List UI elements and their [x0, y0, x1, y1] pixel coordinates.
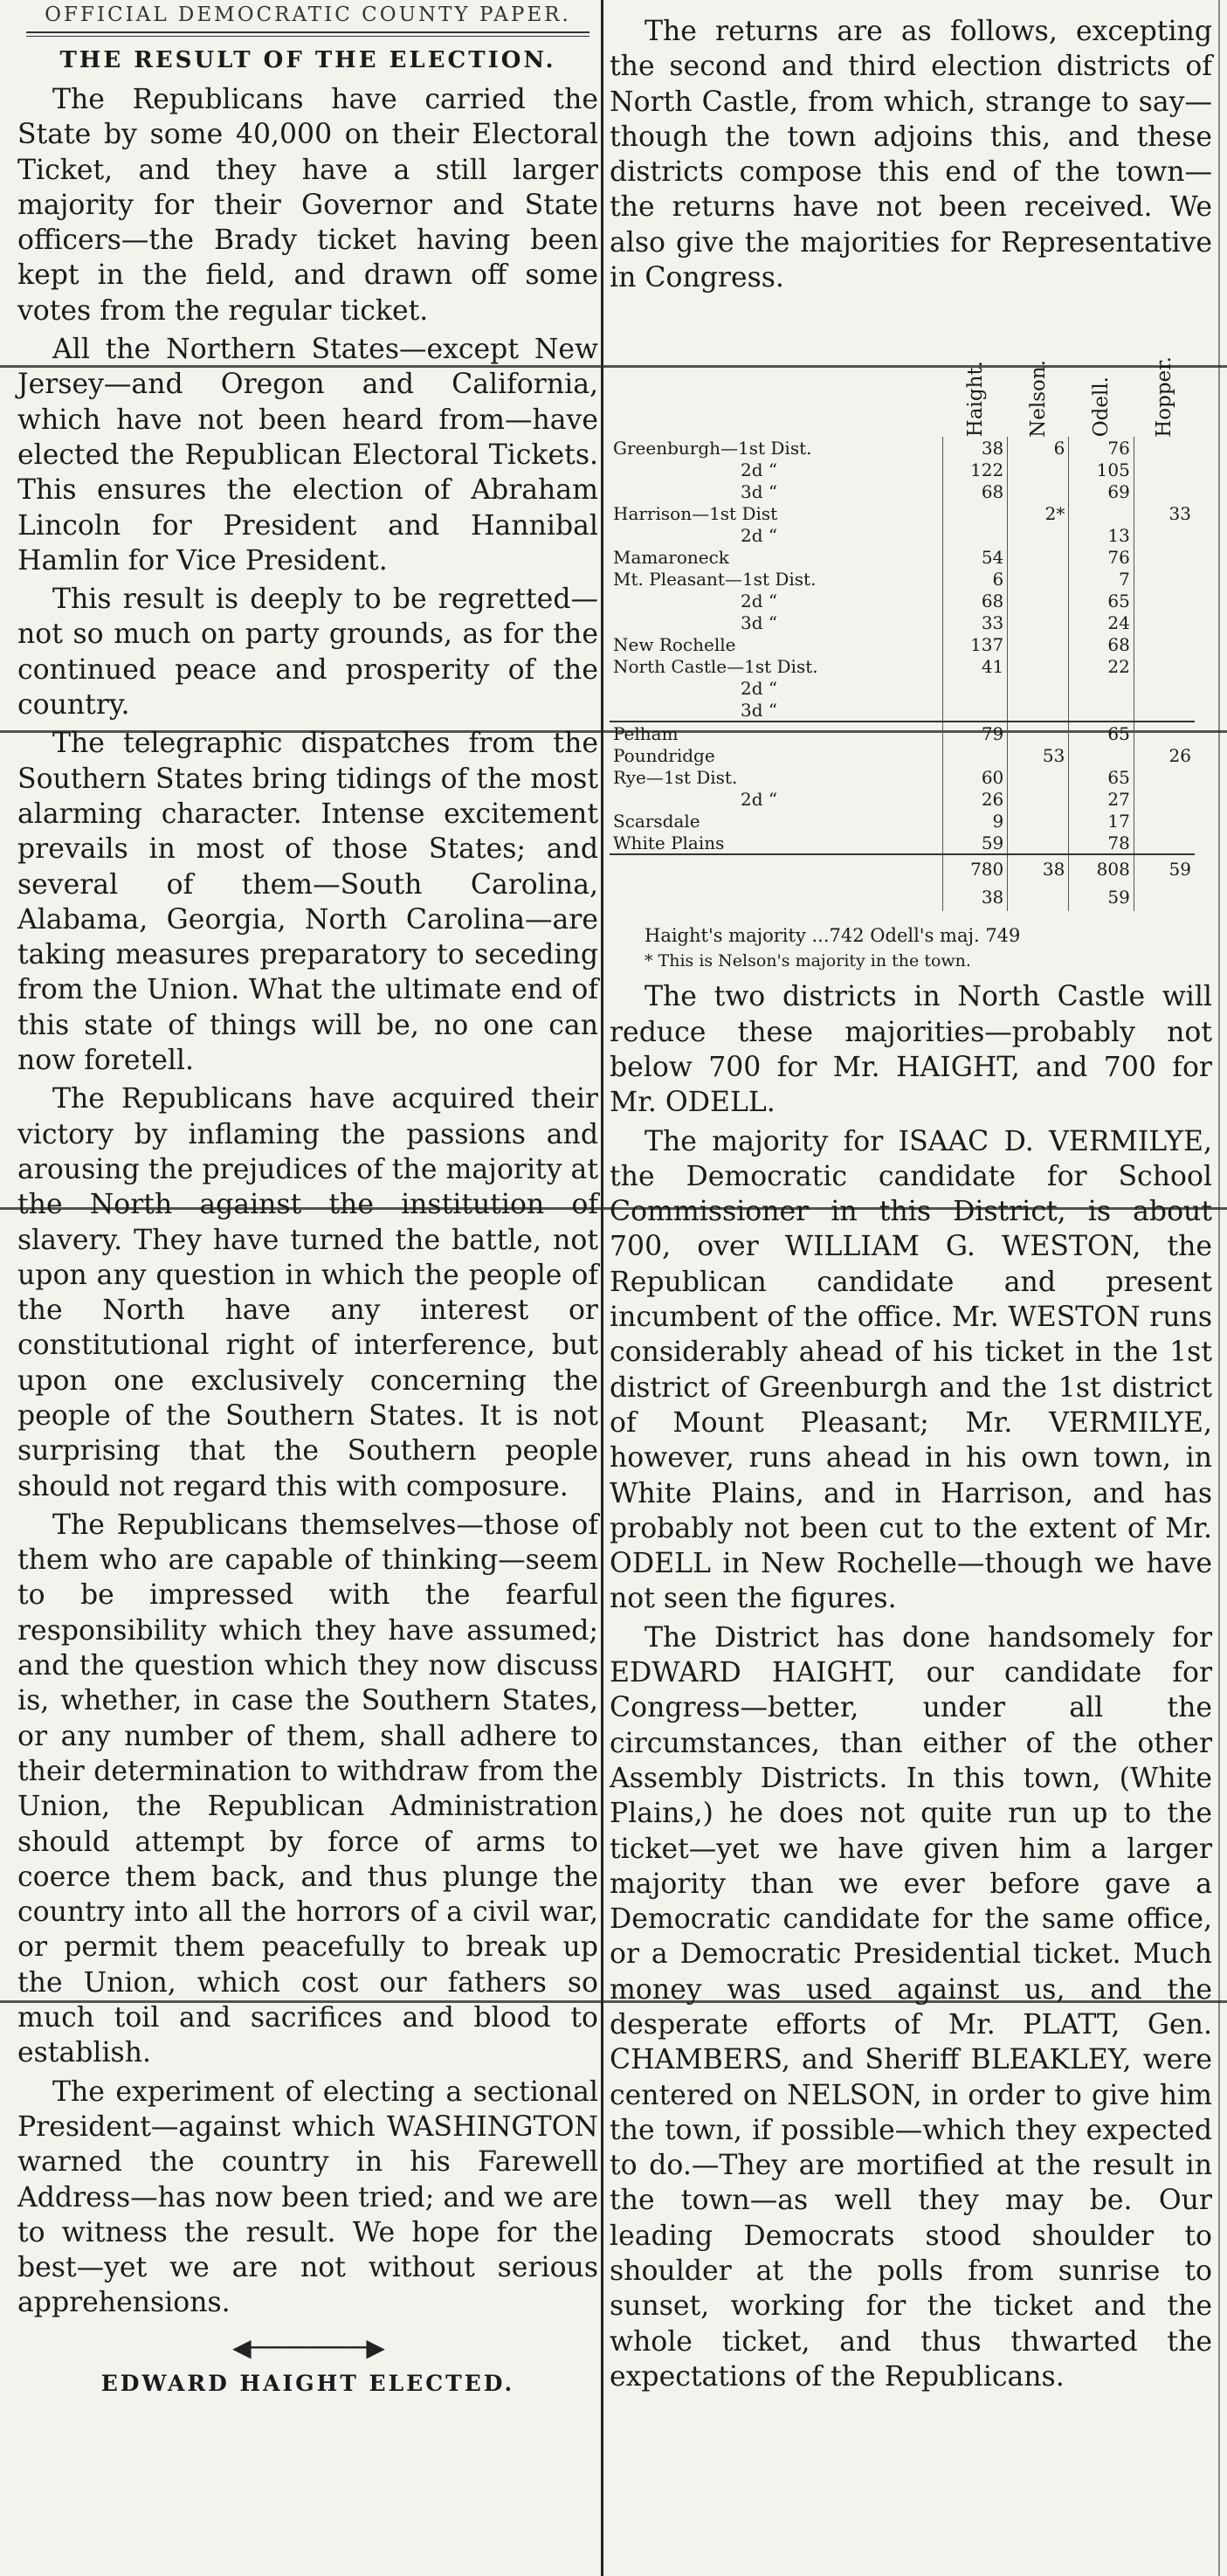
total-cell: 59: [1069, 883, 1134, 911]
table-cell: 33: [1134, 502, 1195, 524]
table-cell: 17: [1069, 810, 1134, 832]
district-name: 2d “: [741, 459, 778, 480]
table-cell: 6: [1008, 437, 1069, 459]
table-cell: 65: [1069, 590, 1134, 611]
table-cell: [1008, 633, 1069, 655]
article-paragraph: The Republicans have acquired their victory by inflaming the passions and arousing the prejudices of the majority at the North against the institution of slavery. They have turned the battle, not upon any question in which the people of the North have any interest or constitutional right of interference, but upon one exclusively concerning the people of the Southern States. It is not surprising that the Southern people should not regard this with composure.: [17, 1083, 598, 1502]
table-cell: [1008, 655, 1069, 677]
district-name: 3d “: [741, 699, 778, 721]
table-cell: [1008, 722, 1069, 744]
table-cell: 13: [1069, 524, 1134, 546]
table-body: [610, 437, 1195, 911]
table-header-row: [610, 306, 1195, 437]
table-cell: 22: [1069, 655, 1134, 677]
table-cell: [1008, 788, 1069, 810]
column-rule: [601, 0, 603, 2576]
table-cell: [942, 699, 1008, 722]
district-name: 2d “: [741, 677, 778, 699]
table-cell: [1134, 546, 1195, 568]
table-row: [610, 744, 1195, 766]
article-paragraph: The District has done handsomely for EDWARD HAIGHT, our candidate for Congress—better, under all the circumstances, than either of the other Assembly Districts. In this town, (White Plains,) he does not quite run up to the ticket—yet we have given him a larger majority than we ever before gave a Democratic candidate for the same office, or a Democratic Presidential ticket. Much money was used against us, and the desperate efforts of Mr. PLATT, Gen. CHAMBERS, and Sheriff BLEAKLEY, were centered on NELSON, in order to give him the town, if possible—which they expected to do.—They are mortified at the result in the town—as well they may be. Our leading Democrats stood shoulder to shoulder at the polls from sunrise to sunset, working for the ticket and the whole ticket, and thus thwarted the expectations of the Republicans.: [610, 1621, 1212, 2393]
table-header: Haight.: [963, 361, 987, 438]
article-paragraph: The Republicans themselves—those of them who are capable of thinking—seem to be impressed with the fearful responsibility which they have assumed; and the question which they now discuss is, whether, in case the Southern States, or any number of them, shall adhere to their determination to withdraw from the Union, the Republican Administration should attempt by force of arms to coerce them back, and thus plunge the country into all the horrors of a civil war, or permit them peacefully to break up the Union, which cost our fathers so much toil and sacrifices and blood to establish.: [17, 1509, 598, 2069]
total-cell: 59: [1134, 854, 1195, 883]
table-cell: [1134, 699, 1195, 722]
table-cell: 68: [1069, 633, 1134, 655]
table-cell: [1134, 437, 1195, 459]
table-cell: 38: [942, 437, 1008, 459]
table-cell: 27: [1069, 788, 1134, 810]
table-cell: [1134, 524, 1195, 546]
totals-label: [610, 883, 942, 911]
table-cell: 26: [1134, 744, 1195, 766]
table-cell: 68: [942, 480, 1008, 502]
total-cell: 780: [942, 854, 1008, 883]
footnote: * This is Nelson's majority in the town.: [645, 951, 971, 971]
district-name: Greenburgh—1st Dist.: [613, 437, 812, 459]
district-name: Poundridge: [613, 744, 715, 766]
table-cell: [1008, 699, 1069, 722]
table-cell: 68: [942, 590, 1008, 611]
table-row: [610, 655, 1195, 677]
district-name: 2d “: [741, 788, 778, 810]
right-edge-rule: [1218, 0, 1220, 2576]
totals-row: [610, 854, 1195, 883]
table-cell: 76: [1069, 437, 1134, 459]
table-cell: 78: [1069, 832, 1134, 854]
table-cell: [1134, 611, 1195, 633]
table-cell: [1008, 832, 1069, 854]
table-row: [610, 459, 1195, 480]
district-name: 2d “: [741, 590, 778, 611]
table-cell: 9: [942, 810, 1008, 832]
article-paragraph: The Republicans have carried the State by some 40,000 on their Electoral Ticket, and they have a still larger majority for their Governor and State officers—the Brady ticket having been kept in the field, and drawn off some votes from the regular ticket.: [17, 84, 598, 327]
totals-row: [610, 883, 1195, 911]
table-cell: 65: [1069, 766, 1134, 788]
table-cell: [1134, 590, 1195, 611]
district-name: 3d “: [741, 480, 778, 502]
table-header: Hopper.: [1153, 356, 1176, 438]
table-cell: [1008, 810, 1069, 832]
table-row: [610, 788, 1195, 810]
table-header: Odell.: [1090, 376, 1113, 438]
majority-summary: Haight's majority ...742 Odell's maj. 749: [645, 925, 1021, 947]
table-row: [610, 502, 1195, 524]
table-cell: [1008, 568, 1069, 590]
table-cell: [1134, 810, 1195, 832]
table-cell: [1008, 611, 1069, 633]
article-paragraph: The two districts in North Castle will reduce these majorities—probably not below 700 for Mr. HAIGHT, and 700 for Mr. ODELL.: [610, 981, 1212, 1119]
table-row: [610, 568, 1195, 590]
table-cell: 137: [942, 633, 1008, 655]
district-name: Pelham: [610, 722, 942, 744]
table-cell: [1069, 502, 1134, 524]
table-header: Nelson.: [1026, 359, 1050, 438]
section-divider: ◀─────────▶: [232, 2332, 383, 2362]
table-cell: [942, 524, 1008, 546]
table-row: [610, 611, 1195, 633]
total-cell: [1008, 883, 1069, 911]
table-header-district: [610, 306, 942, 437]
table-cell: [1069, 744, 1134, 766]
table-cell: [1008, 677, 1069, 699]
total-cell: 38: [1008, 854, 1069, 883]
total-cell: 38: [942, 883, 1008, 911]
table-row: [610, 524, 1195, 546]
table-row: [610, 437, 1195, 459]
table-cell: 60: [942, 766, 1008, 788]
district-name: Harrison—1st Dist: [613, 502, 778, 524]
table-cell: [1134, 722, 1195, 744]
table-cell: 59: [942, 832, 1008, 854]
table-row: [610, 480, 1195, 502]
table-cell: [1008, 459, 1069, 480]
table-cell: [942, 502, 1008, 524]
table-cell: 105: [1069, 459, 1134, 480]
total-cell: [1134, 883, 1195, 911]
article-headline: THE RESULT OF THE ELECTION.: [59, 47, 556, 73]
total-cell: 808: [1069, 854, 1134, 883]
table-cell: 26: [942, 788, 1008, 810]
table-cell: [1008, 766, 1069, 788]
table-cell: [1134, 766, 1195, 788]
table-cell: 24: [1069, 611, 1134, 633]
table-cell: [1134, 655, 1195, 677]
district-name: Mt. Pleasant—1st Dist.: [613, 568, 817, 590]
district-name: White Plains: [613, 832, 725, 853]
table-cell: 41: [942, 655, 1008, 677]
table-cell: [1008, 546, 1069, 568]
table-row: [610, 633, 1195, 655]
table-cell: 7: [1069, 568, 1134, 590]
article-paragraph: The majority for ISAAC D. VERMILYE, the Democratic candidate for School Commissioner in this District, is about 700, over WILLIAM G. WESTON, the Republican candidate and present incumbent of the office. Mr. WESTON runs considerably ahead of his ticket in the 1st district of Greenburgh and the 1st district of Mount Pleasant; Mr. VERMILYE, however, runs ahead in his own town, in White Plains, and in Harrison, and has probably not been cut to the extent of Mr. ODELL in New Rochelle—though we have not seen the figures.: [610, 1125, 1212, 1615]
table-cell: 33: [942, 611, 1008, 633]
table-cell: 69: [1069, 480, 1134, 502]
article-paragraph: All the Northern States—except New Jersey—and Oregon and California, which have not been heard from—have elected the Republican Electoral Tickets. This ensures the election of Abraham Lincoln for President and Hannibal Hamlin for Vice President.: [17, 334, 598, 577]
table-cell: 76: [1069, 546, 1134, 568]
left-article-body: [17, 82, 598, 2321]
table-cell: [1134, 788, 1195, 810]
table-row: [610, 722, 1195, 744]
cut-off-line: [610, 0, 1212, 14]
table-row: [610, 590, 1195, 611]
table-row: [610, 766, 1195, 788]
table-row: [610, 699, 1195, 722]
table-cell: [942, 677, 1008, 699]
masthead: OFFICIAL DEMOCRATIC COUNTY PAPER.: [45, 3, 571, 26]
table-cell: 65: [1069, 722, 1134, 744]
district-name: New Rochelle: [613, 633, 736, 655]
district-name: Scarsdale: [613, 810, 700, 832]
district-name: Rye—1st Dist.: [613, 766, 738, 788]
election-returns-table: [610, 306, 1195, 911]
table-cell: [1069, 677, 1134, 699]
table-cell: 122: [942, 459, 1008, 480]
table-cell: [1134, 568, 1195, 590]
masthead-rule: [26, 31, 589, 37]
right-column: [610, 0, 1212, 2398]
table-cell: [1134, 480, 1195, 502]
table-row: [610, 677, 1195, 699]
table-cell: 6: [942, 568, 1008, 590]
table-cell: [1008, 524, 1069, 546]
article-paragraph: This result is deeply to be regretted—not so much on party grounds, as for the continued peace and prosperity of the country.: [17, 584, 598, 722]
table-row: [610, 546, 1195, 568]
table-row: [610, 832, 1195, 854]
district-name: North Castle—1st Dist.: [613, 655, 818, 677]
table-cell: [1134, 832, 1195, 854]
totals-label: [610, 854, 942, 883]
table-cell: 53: [1008, 744, 1069, 766]
article-paragraph: The experiment of electing a sectional President—against which WASHINGTON warned the country in his Farewell Address—has now been tried; and we are to witness the result. We hope for the best—yet we are not without serious apprehensions.: [17, 2075, 598, 2319]
table-cell: [1008, 480, 1069, 502]
article-paragraph: The telegraphic dispatches from the Southern States bring tidings of the most alarming character. Intense excitement prevails in most of those States; and several of them—South Carolina, Alabama, Georgia, North Carolina—are taking measures preparatory to seceding from the Union. What the ultimate end of this state of things will be, no one can now foretell.: [17, 728, 598, 1077]
district-name: 3d “: [741, 611, 778, 633]
table-cell: 79: [942, 722, 1008, 744]
table-row: [610, 810, 1195, 832]
returns-intro: The returns are as follows, excepting the second and third election districts of North Castle, from which, strange to say—though the town adjoins this, and these districts compose this end of the town—the returns have not been received. We also give the majorities for Representative in Congress.: [610, 16, 1212, 294]
table-cell: [1134, 459, 1195, 480]
next-headline: EDWARD HAIGHT ELECTED.: [100, 2370, 515, 2396]
table-cell: [942, 744, 1008, 766]
left-column: [17, 0, 598, 2396]
table-cell: [1134, 633, 1195, 655]
table-cell: [1008, 590, 1069, 611]
table-cell: [1134, 677, 1195, 699]
right-article-body: [610, 979, 1212, 2394]
district-name: 2d “: [741, 524, 778, 546]
district-name: Mamaroneck: [613, 546, 729, 568]
table-cell: 2*: [1008, 502, 1069, 524]
table-cell: [1069, 699, 1134, 722]
table-cell: 54: [942, 546, 1008, 568]
